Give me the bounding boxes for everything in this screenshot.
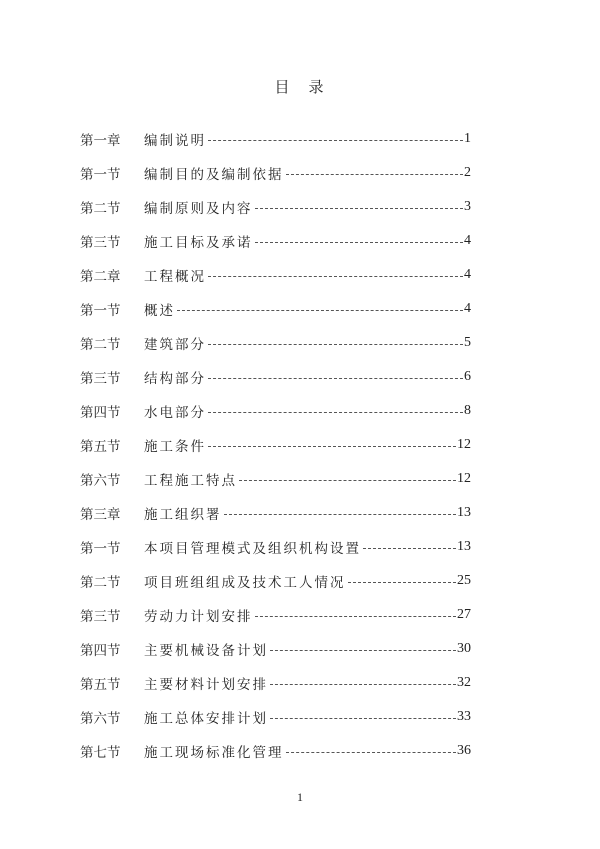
toc-dash-leader	[363, 548, 456, 549]
toc-entry	[80, 129, 471, 149]
page-number: 1	[297, 790, 303, 804]
toc-entry-title: 水电部分	[144, 405, 206, 421]
toc-entry-page: 25	[457, 573, 471, 588]
toc-dash-leader	[208, 344, 463, 345]
toc-dash-leader	[208, 378, 463, 379]
toc-entry-label: 第六节	[80, 473, 121, 489]
toc-entry-label: 第五节	[80, 439, 121, 455]
toc-entry-title: 编制说明	[144, 133, 206, 149]
toc-entry-label: 第一章	[80, 133, 121, 149]
toc-entry-label: 第一节	[80, 167, 121, 183]
toc-entry-label: 第二节	[80, 575, 121, 591]
toc-dash-leader	[255, 208, 464, 209]
toc-entry	[80, 163, 471, 183]
toc-entry-label: 第二节	[80, 337, 121, 353]
toc-entry	[80, 503, 471, 523]
toc-entry	[80, 741, 471, 761]
toc-entry-page: 32	[457, 675, 471, 690]
toc-entry-title: 劳动力计划安排	[144, 609, 253, 625]
toc-entry-title: 工程施工特点	[144, 473, 237, 489]
toc-entry-title: 主要机械设备计划	[144, 643, 268, 659]
toc-entry-page: 4	[464, 267, 471, 282]
toc-entry-label: 第三节	[80, 235, 121, 251]
toc-dash-leader	[286, 174, 464, 175]
toc-entry-title: 建筑部分	[144, 337, 206, 353]
toc-entry	[80, 469, 471, 489]
toc-entry-page: 12	[457, 471, 471, 486]
toc-entry-label: 第一节	[80, 303, 121, 319]
toc-entry-page: 4	[464, 233, 471, 248]
toc-dash-leader	[239, 480, 456, 481]
toc-dash-leader	[270, 650, 456, 651]
toc-entry-title: 施工目标及承诺	[144, 235, 253, 251]
toc-entry-title: 本项目管理模式及组织机构设置	[144, 541, 361, 557]
toc-entry-label: 第六节	[80, 711, 121, 727]
toc-entry-title: 施工条件	[144, 439, 206, 455]
toc-entry-title: 工程概况	[144, 269, 206, 285]
toc-entry-label: 第四节	[80, 405, 121, 421]
toc-entry-page: 30	[457, 641, 471, 656]
toc-entry	[80, 707, 471, 727]
toc-entry-page: 8	[464, 403, 471, 418]
toc-entry-title: 施工组织署	[144, 507, 222, 523]
toc-entry-title: 主要材料计划安排	[144, 677, 268, 693]
toc-dash-leader	[255, 242, 464, 243]
toc-entry-title: 项目班组组成及技术工人情况	[144, 575, 346, 591]
toc-entry	[80, 537, 471, 557]
toc-entry-page: 13	[457, 505, 471, 520]
toc-entry-page: 4	[464, 301, 471, 316]
toc-dash-leader	[208, 276, 463, 277]
toc-entry-page: 5	[464, 335, 471, 350]
toc-entry-page: 3	[464, 199, 471, 214]
toc-entry-label: 第四节	[80, 643, 121, 659]
toc-entry-label: 第三章	[80, 507, 121, 523]
toc-entry-title: 结构部分	[144, 371, 206, 387]
toc-entry-page: 2	[464, 165, 471, 180]
toc-entry	[80, 231, 471, 251]
toc-entry	[80, 265, 471, 285]
toc-dash-leader	[286, 752, 457, 753]
toc-entry-page: 27	[457, 607, 471, 622]
toc-entry	[80, 605, 471, 625]
toc-entry-page: 13	[457, 539, 471, 554]
toc-dash-leader	[255, 616, 457, 617]
toc-entry	[80, 333, 471, 353]
toc-dash-leader	[348, 582, 457, 583]
toc-dash-leader	[208, 446, 456, 447]
toc-entry-label: 第三节	[80, 371, 121, 387]
toc-entry	[80, 673, 471, 693]
toc-entry-page: 12	[457, 437, 471, 452]
toc-entry-label: 第三节	[80, 609, 121, 625]
toc-entry-page: 36	[457, 743, 471, 758]
toc-entry	[80, 401, 471, 421]
toc-entry-title: 施工总体安排计划	[144, 711, 268, 727]
toc-entry	[80, 639, 471, 659]
toc-entry-title: 概述	[144, 303, 175, 319]
toc-entry-title: 编制目的及编制依据	[144, 167, 284, 183]
toc-entry-title: 施工现场标准化管理	[144, 745, 284, 761]
toc-entry-title: 编制原则及内容	[144, 201, 253, 217]
toc-entry-page: 33	[457, 709, 471, 724]
toc-entry	[80, 299, 471, 319]
toc-entry	[80, 197, 471, 217]
toc-entry	[80, 571, 471, 591]
toc-dash-leader	[208, 412, 463, 413]
toc-dash-leader	[177, 310, 463, 311]
toc-dash-leader	[208, 140, 463, 141]
toc-entry-label: 第一节	[80, 541, 121, 557]
toc-dash-leader	[270, 718, 456, 719]
toc-entry-label: 第五节	[80, 677, 121, 693]
toc-entry	[80, 367, 471, 387]
toc-entry-page: 1	[464, 131, 471, 146]
toc-entry-label: 第七节	[80, 745, 121, 761]
toc-entry-label: 第二章	[80, 269, 121, 285]
toc-entry	[80, 435, 471, 455]
toc-entry-label: 第二节	[80, 201, 121, 217]
toc-entry-page: 6	[464, 369, 471, 384]
toc-dash-leader	[270, 684, 456, 685]
page-title: 目 录	[274, 78, 326, 96]
toc-dash-leader	[224, 514, 457, 515]
